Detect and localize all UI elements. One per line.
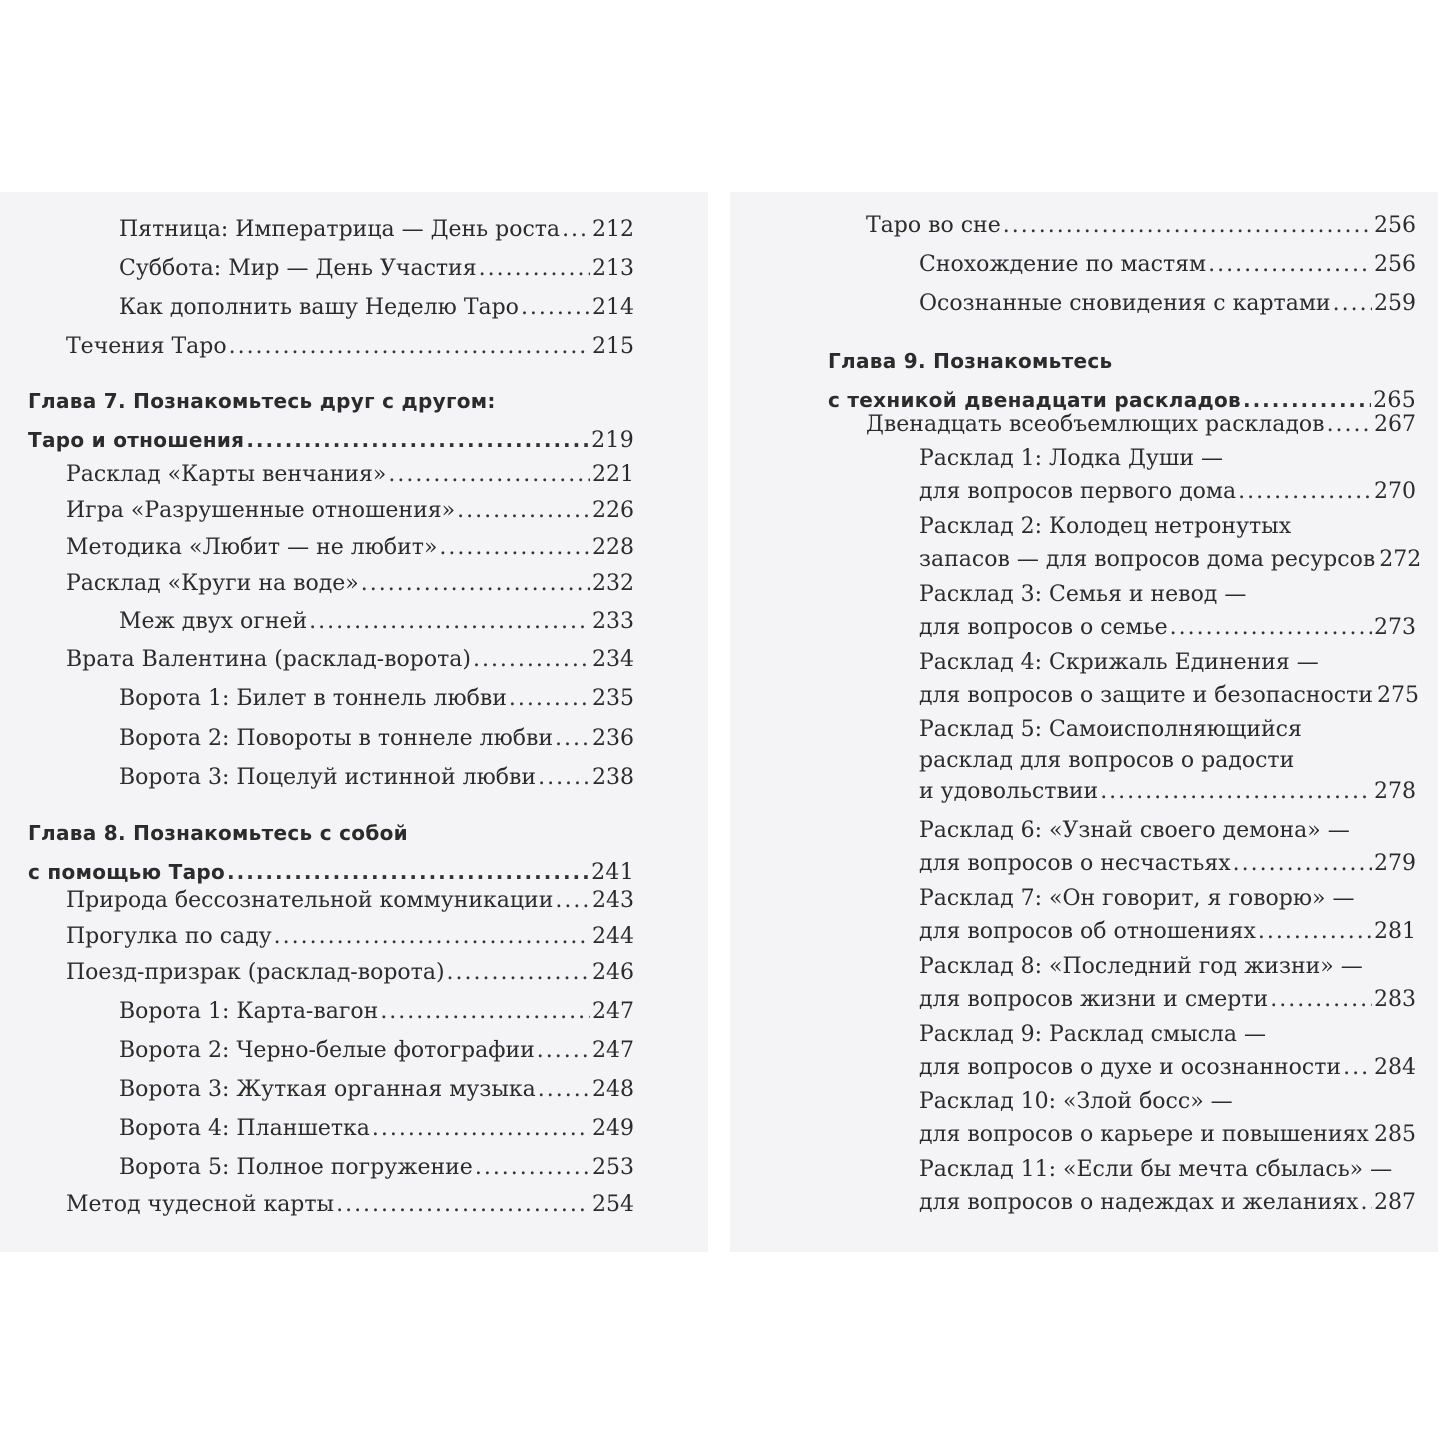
toc-title: Природа бессознательной коммуникации [66, 888, 554, 913]
page-number: 287 [1374, 1190, 1416, 1215]
dot-leader [475, 1148, 590, 1187]
toc-entry[interactable] [919, 284, 1416, 323]
toc-title: Метод чудесной карты [66, 1192, 335, 1217]
dot-leader [447, 953, 590, 992]
page-number: 281 [1374, 919, 1416, 944]
toc-entry[interactable] [119, 1148, 634, 1187]
page-number: 221 [592, 462, 634, 487]
toc-entry[interactable] [919, 714, 1416, 807]
dot-leader [361, 564, 590, 603]
page-number: 273 [1374, 615, 1416, 640]
dot-leader [457, 491, 590, 530]
toc-entry[interactable] [919, 882, 1416, 948]
chapter-title-line: Таро и отношения [28, 428, 245, 452]
toc-entry[interactable] [119, 679, 634, 718]
page-number: 254 [592, 1192, 634, 1217]
toc-title: Двенадцать всеобъемлющих раскладов [866, 412, 1325, 437]
toc-entry[interactable] [919, 245, 1416, 284]
toc-entry[interactable] [919, 814, 1416, 880]
toc-entry[interactable] [119, 1109, 634, 1148]
page-number: 241 [591, 860, 634, 885]
dot-leader [388, 455, 590, 494]
toc-title: Таро во сне [866, 213, 1001, 238]
toc-entry[interactable] [119, 992, 634, 1031]
page-number: 256 [1374, 213, 1416, 238]
toc-title: Прогулка по саду [66, 924, 272, 949]
toc-title: Расклад «Круги на воде» [66, 571, 359, 596]
toc-title-line: Расклад 5: Самоисполняющийся [919, 717, 1302, 742]
dot-leader [1270, 983, 1372, 1016]
left-page [0, 192, 708, 1252]
toc-entry[interactable] [866, 405, 1416, 444]
page-number: 226 [592, 498, 634, 523]
dot-leader [479, 249, 590, 288]
toc-title: Ворота 1: Карта-вагон [119, 999, 379, 1024]
toc-title: Ворота 4: Планшетка [119, 1116, 370, 1141]
toc-entry[interactable] [919, 950, 1416, 1016]
chapter-heading[interactable] [28, 382, 634, 460]
toc-title: Расклад «Карты венчания» [66, 462, 387, 487]
toc-title: Суббота: Мир — День Участия [119, 256, 477, 281]
page-number: 219 [591, 428, 634, 453]
toc-title-line: для вопросов о семье [919, 615, 1168, 640]
toc-entry[interactable] [119, 1070, 634, 1109]
dot-leader [1333, 284, 1372, 323]
toc-title-line: расклад для вопросов о радости [919, 748, 1295, 773]
dot-leader [380, 992, 590, 1031]
toc-title-line: для вопросов о надеждах и желаниях [919, 1190, 1359, 1215]
toc-title-line: Расклад 10: «Злой босс» — [919, 1089, 1233, 1114]
toc-title: Ворота 2: Черно-белые фотографии [119, 1038, 535, 1063]
page-number: 228 [592, 535, 634, 560]
toc-entry[interactable] [66, 881, 634, 920]
toc-entry[interactable] [919, 510, 1422, 576]
toc-title-line: Расклад 8: «Последний год жизни» — [919, 954, 1363, 979]
page-number: 275 [1376, 683, 1419, 708]
toc-entry[interactable] [66, 327, 634, 366]
dot-leader [555, 881, 590, 920]
toc-entry[interactable] [66, 953, 634, 992]
toc-title-line: Расклад 11: «Если бы мечта сбылась» — [919, 1157, 1393, 1182]
page-number: 249 [592, 1116, 634, 1141]
page-number: 278 [1374, 779, 1416, 804]
toc-title-line: Расклад 3: Семья и невод — [919, 582, 1247, 607]
page-number: 256 [1374, 252, 1416, 277]
toc-entry[interactable] [919, 1018, 1416, 1084]
dot-leader [538, 758, 590, 797]
toc-entry[interactable] [119, 602, 634, 641]
toc-entry[interactable] [919, 1153, 1416, 1219]
toc-title: Как дополнить вашу Неделю Таро [119, 295, 519, 320]
page-number: 236 [592, 726, 634, 751]
toc-entry[interactable] [919, 578, 1416, 644]
toc-title: Пятница: Императрица — День роста [119, 217, 561, 242]
dot-leader [1360, 1186, 1372, 1219]
toc-title-line: Расклад 9: Расклад смысла — [919, 1022, 1266, 1047]
dot-leader [1170, 611, 1372, 644]
toc-title: Методика «Любит — не любит» [66, 535, 438, 560]
chapter-title-line: Глава 8. Познакомьтесь с собой [28, 821, 408, 845]
chapter-title-line: с техникой двенадцати раскладов [828, 388, 1241, 412]
toc-title: Меж двух огней [119, 609, 308, 634]
toc-title: Ворота 3: Жуткая органная музыка [119, 1077, 536, 1102]
dot-leader [1233, 847, 1372, 880]
dot-leader [439, 528, 590, 567]
dot-leader [1238, 475, 1372, 508]
page-number: 253 [592, 1155, 634, 1180]
dot-leader [372, 1109, 590, 1148]
page-number: 247 [592, 999, 634, 1024]
toc-title-line: и удовольствии [919, 779, 1099, 804]
page-number: 247 [592, 1038, 634, 1063]
dot-leader [309, 602, 590, 641]
toc-entry[interactable] [66, 917, 634, 956]
toc-entry[interactable] [119, 719, 634, 758]
page-number: 213 [592, 256, 634, 281]
toc-entry[interactable] [119, 758, 634, 797]
toc-title-line: Расклад 2: Колодец нетронутых [919, 514, 1292, 539]
page-number: 215 [592, 334, 634, 359]
dot-leader [1100, 776, 1372, 807]
toc-entry[interactable] [66, 528, 634, 567]
dot-leader [1258, 915, 1372, 948]
toc-entry[interactable] [919, 646, 1419, 712]
toc-title-line: для вопросов о духе и осознанности [919, 1055, 1342, 1080]
toc-title: Врата Валентина (расклад-ворота) [66, 647, 471, 672]
toc-entry[interactable] [119, 288, 634, 327]
toc-entry[interactable] [866, 206, 1416, 245]
page-number: 285 [1374, 1122, 1416, 1147]
page-number: 279 [1374, 851, 1416, 876]
page-number: 235 [592, 686, 634, 711]
toc-title: Ворота 2: Повороты в тоннеле любви [119, 726, 554, 751]
toc-title-line: Расклад 6: «Узнай своего демона» — [919, 818, 1350, 843]
toc-entry[interactable] [919, 1085, 1416, 1151]
toc-title: Ворота 1: Билет в тоннель любви [119, 686, 507, 711]
page-number: 243 [592, 888, 634, 913]
toc-title-line: Расклад 4: Скрижаль Единения — [919, 650, 1319, 675]
toc-title-line: для вопросов о карьере и повышениях [919, 1122, 1369, 1147]
page-number: 270 [1374, 479, 1416, 504]
toc-entry[interactable] [66, 640, 634, 679]
toc-title: Осознанные сновидения с картами [919, 291, 1331, 316]
toc-title: Ворота 3: Поцелуй истинной любви [119, 765, 537, 790]
page-number: 265 [1373, 388, 1416, 413]
toc-title-line: для вопросов об отношениях [919, 919, 1256, 944]
dot-leader [473, 640, 590, 679]
dot-leader [555, 719, 590, 758]
toc-title: Ворота 5: Полное погружение [119, 1155, 473, 1180]
page-number: 284 [1374, 1055, 1416, 1080]
dot-leader [1327, 405, 1372, 444]
chapter-title-line: Глава 7. Познакомьтесь друг с другом: [28, 389, 496, 413]
dot-leader [537, 1031, 590, 1070]
toc-entry[interactable] [919, 442, 1416, 508]
toc-entry[interactable] [119, 1031, 634, 1070]
page-number: 267 [1374, 412, 1416, 437]
dot-leader [336, 1185, 590, 1224]
toc-title-line: для вопросов о несчастьях [919, 851, 1231, 876]
dot-leader [521, 288, 590, 327]
toc-title: Игра «Разрушенные отношения» [66, 498, 456, 523]
dot-leader [562, 210, 590, 249]
toc-entry[interactable] [66, 455, 634, 494]
page-number: 244 [592, 924, 634, 949]
toc-entry[interactable] [119, 210, 634, 249]
dot-leader [509, 679, 590, 718]
dot-leader [1371, 1118, 1372, 1151]
page-number: 259 [1374, 291, 1416, 316]
page-number: 212 [592, 217, 634, 242]
page-number: 232 [592, 571, 634, 596]
dot-leader [274, 917, 590, 956]
page-number: 246 [592, 960, 634, 985]
right-page [730, 192, 1438, 1252]
toc-title: Течения Таро [66, 334, 227, 359]
toc-title-line: для вопросов жизни и смерти [919, 987, 1269, 1012]
page-number: 214 [592, 295, 634, 320]
toc-title: Снохождение по мастям [919, 252, 1207, 277]
toc-entry[interactable] [119, 249, 634, 288]
toc-title-line: запасов — для вопросов дома ресурсов [919, 547, 1376, 572]
dot-leader [1003, 206, 1372, 245]
dot-leader [1208, 245, 1372, 284]
toc-title-line: Расклад 1: Лодка Души — [919, 446, 1223, 471]
page-number: 234 [592, 647, 634, 672]
chapter-title-line: Глава 9. Познакомьтесь [828, 349, 1113, 373]
toc-entry[interactable] [66, 491, 634, 530]
toc-title: Поезд-призрак (расклад-ворота) [66, 960, 445, 985]
toc-entry[interactable] [66, 564, 634, 603]
page-number: 238 [592, 765, 634, 790]
page-number: 233 [592, 609, 634, 634]
toc-title-line: для вопросов о защите и безопасности [919, 683, 1373, 708]
page-number: 248 [592, 1077, 634, 1102]
toc-title-line: Расклад 7: «Он говорит, я говорю» — [919, 886, 1355, 911]
chapter-title-line: с помощью Таро [28, 860, 226, 884]
page-number: 283 [1374, 987, 1416, 1012]
page-number: 272 [1379, 547, 1422, 572]
dot-leader [538, 1070, 590, 1109]
toc-entry[interactable] [66, 1185, 634, 1224]
dot-leader [1343, 1051, 1372, 1084]
dot-leader [229, 327, 590, 366]
toc-title-line: для вопросов первого дома [919, 479, 1237, 504]
